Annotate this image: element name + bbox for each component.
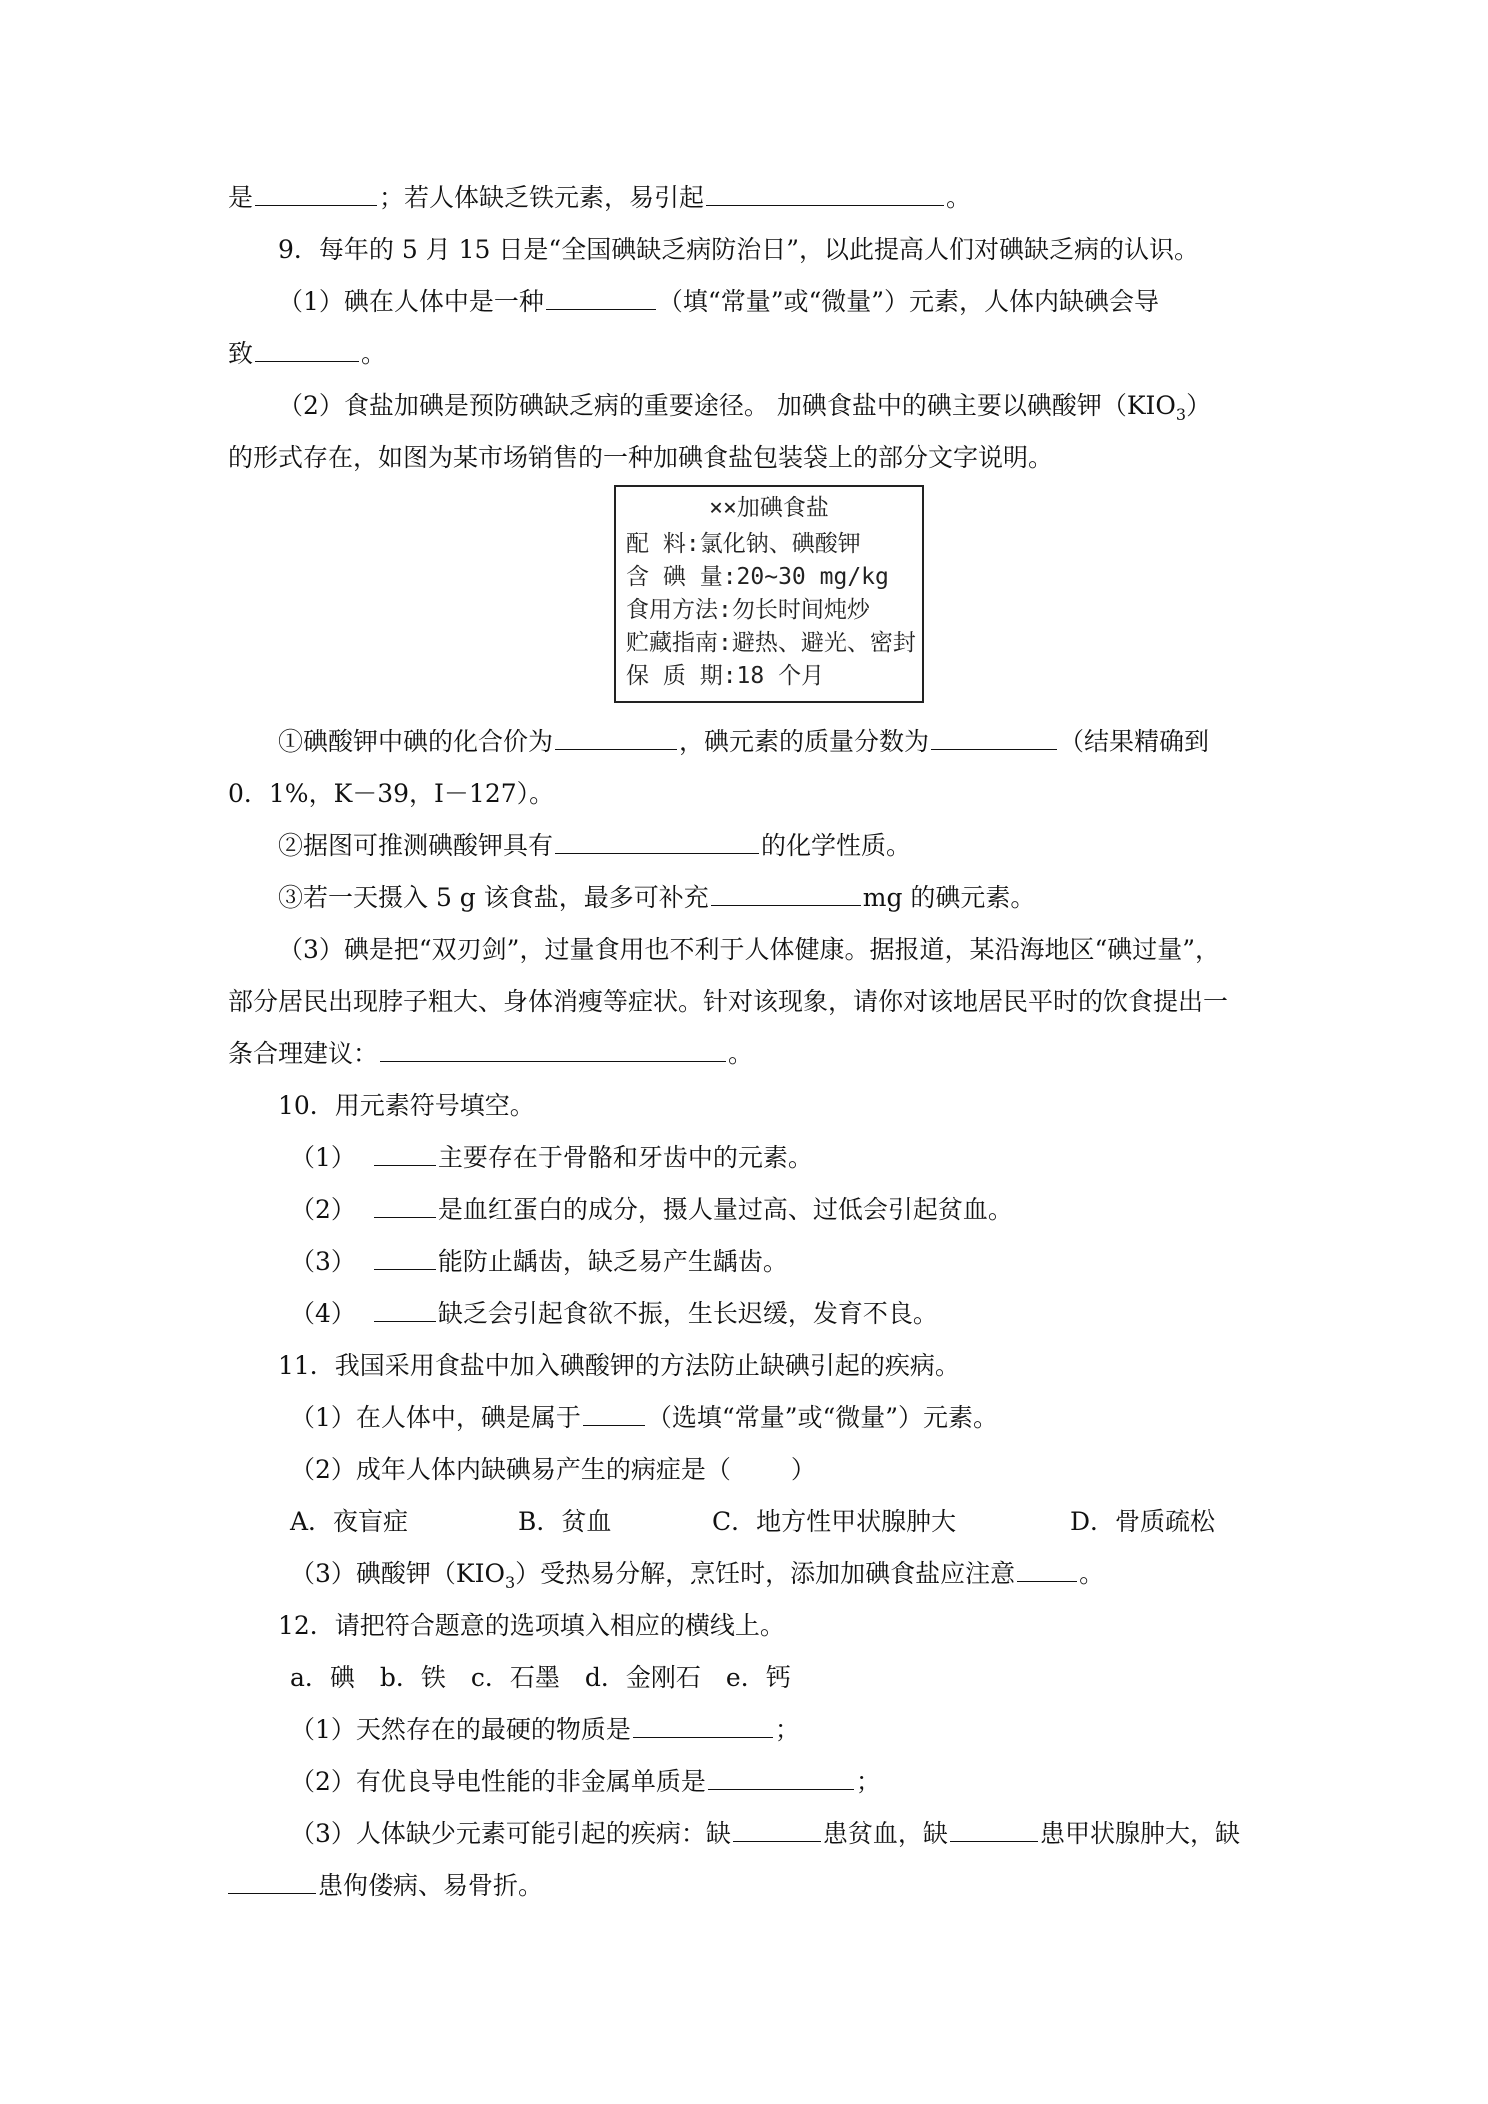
q11-p3-text-a: （3）碘酸钾（KIO <box>290 1559 505 1588</box>
salt-label-row: 配 料:氯化钠、碘酸钾 <box>626 531 861 557</box>
q8-text-c: 。 <box>946 183 972 212</box>
q10-item-num: （4） <box>290 1299 356 1328</box>
q10-item-text: 缺乏会引起食欲不振，生长迟缓，发育不良。 <box>437 1299 938 1328</box>
q10-item-1 <box>290 1140 1330 1176</box>
q9-s2-blank[interactable] <box>555 829 759 854</box>
q10-stem: 10．用元素符号填空。 <box>278 1091 535 1120</box>
q10-blank-3[interactable] <box>374 1245 436 1270</box>
q10-item-text: 是血红蛋白的成分，摄人量过高、过低会引起贫血。 <box>437 1195 1013 1224</box>
q10-item-num: （1） <box>290 1143 356 1172</box>
salt-label-row: 食用方法:勿长时间炖炒 <box>626 597 870 623</box>
q12-p2-blank[interactable] <box>708 1765 854 1790</box>
q12-p3-text-d: 患佝偻病、易骨折。 <box>318 1871 544 1900</box>
q11-part3 <box>290 1556 1330 1592</box>
q12-p3-text-a: （3）人体缺少元素可能引起的疾病：缺 <box>290 1819 731 1848</box>
q12-part2 <box>290 1764 1330 1800</box>
q11-stem: 11．我国采用食盐中加入碘酸钾的方法防止缺碘引起的疾病。 <box>278 1351 960 1380</box>
salt-label-row: 保 质 期:18 个月 <box>626 663 825 689</box>
q10-item-num: （3） <box>290 1247 356 1276</box>
q12-part3-line2 <box>228 1868 1268 1904</box>
q8-blank-2[interactable] <box>706 181 944 206</box>
q11-p3-blank[interactable] <box>1017 1557 1077 1582</box>
q9-part1-line1 <box>278 284 1318 320</box>
q11-p1-blank[interactable] <box>583 1401 645 1426</box>
q12-p2-text-b: ； <box>855 1767 881 1796</box>
q8-blank-1[interactable] <box>255 181 377 206</box>
q9-stem: 9．每年的 5 月 15 日是“全国碘缺乏病防治日”，以此提高人们对碘缺乏病的认识。 <box>278 235 1199 264</box>
q9-sub2-line <box>278 828 1318 864</box>
q9-p3-text-d: 。 <box>728 1039 754 1068</box>
q8-tail-line <box>228 180 1268 216</box>
q9-p1-text-a: （1）碘在人体中是一种 <box>278 287 544 316</box>
q9-sub1-line1 <box>278 724 1318 760</box>
q10-item-text: 能防止龋齿，缺乏易产生龋齿。 <box>437 1247 788 1276</box>
q9-p2-text-b: ） <box>1186 391 1212 420</box>
q9-s3-blank[interactable] <box>711 881 861 906</box>
q12-p1-text-b: ； <box>774 1715 800 1744</box>
q11-p3-subscript: 3 <box>504 1573 516 1592</box>
q11-option-a[interactable]: A．夜盲症 <box>290 1507 409 1536</box>
q9-part3-line3 <box>228 1036 1268 1072</box>
q9-part2-line2: 的形式存在，如图为某市场销售的一种加碘食盐包装袋上的部分文字说明。 <box>228 443 1054 472</box>
q9-p1-text-c: 致 <box>228 339 254 368</box>
q9-p2-text-a: （2）食盐加碘是预防碘缺乏病的重要途径。 加碘食盐中的碘主要以碘酸钾（KIO <box>278 391 1176 420</box>
q9-s2-text-b: 的化学性质。 <box>761 831 912 860</box>
salt-label-box <box>614 485 924 703</box>
q10-item-2 <box>290 1192 1330 1228</box>
q12-p3-blank-3[interactable] <box>228 1869 316 1894</box>
q9-p3-blank[interactable] <box>380 1037 726 1062</box>
q11-option-c[interactable]: C．地方性甲状腺肿大 <box>712 1507 957 1536</box>
q9-part1-line2 <box>228 336 1268 372</box>
q11-part1 <box>290 1400 1330 1436</box>
salt-label-row: 贮藏指南:避热、避光、密封 <box>626 630 916 656</box>
q10-blank-4[interactable] <box>374 1297 436 1322</box>
q9-part3-line2: 部分居民出现脖子粗大、身体消瘦等症状。针对该现象，请你对该地居民平时的饮食提出一 <box>228 987 1229 1016</box>
q10-blank-2[interactable] <box>374 1193 436 1218</box>
q12-p3-blank-2[interactable] <box>950 1817 1038 1842</box>
q9-p1-text-b: （填“常量”或“微量”）元素，人体内缺碘会导 <box>657 287 1160 316</box>
q10-item-num: （2） <box>290 1195 356 1224</box>
q11-p1-text-b: （选填“常量”或“微量”）元素。 <box>646 1403 999 1432</box>
q12-p2-text-a: （2）有优良导电性能的非金属单质是 <box>290 1767 706 1796</box>
q9-s3-text-a: ③若一天摄入 5 g 该食盐，最多可补充 <box>278 883 709 912</box>
q11-options-row <box>290 1504 1330 1540</box>
q9-p3-text-c: 条合理建议： <box>228 1039 379 1068</box>
q9-sub3-line <box>278 880 1318 916</box>
q10-item-3 <box>290 1244 1330 1280</box>
q9-part2-line1 <box>278 388 1318 424</box>
q9-s1-blank-1[interactable] <box>555 725 677 750</box>
q12-part1 <box>290 1712 1330 1748</box>
q10-item-text: 主要存在于骨骼和牙齿中的元素。 <box>437 1143 813 1172</box>
q11-option-b[interactable]: B．贫血 <box>518 1507 612 1536</box>
q9-s2-text-a: ②据图可推测碘酸钾具有 <box>278 831 554 860</box>
q11-p3-text-b: ）受热易分解，烹饪时，添加加碘食盐应注意 <box>515 1559 1016 1588</box>
q11-part2 <box>290 1452 1330 1488</box>
q10-item-4 <box>290 1296 1330 1332</box>
q12-stem: 12．请把符合题意的选项填入相应的横线上。 <box>278 1611 785 1640</box>
q9-p2-subscript: 3 <box>1175 405 1187 424</box>
q12-p3-text-b: 患贫血，缺 <box>822 1819 948 1848</box>
q12-p3-text-c: 患甲状腺肿大，缺 <box>1039 1819 1240 1848</box>
q12-part3-line1 <box>290 1816 1330 1852</box>
q9-s1-blank-2[interactable] <box>931 725 1057 750</box>
q12-p1-text-a: （1）天然存在的最硬的物质是 <box>290 1715 631 1744</box>
q12-p3-blank-1[interactable] <box>733 1817 821 1842</box>
q12-choices: a．碘 b．铁 c．石墨 d．金刚石 e．钙 <box>290 1663 791 1692</box>
q9-part3-line1: （3）碘是把“双刃剑”，过量食用也不利于人体健康。据报道，某沿海地区“碘过量”， <box>278 935 1221 964</box>
q9-s1-text-a: ①碘酸钾中碘的化合价为 <box>278 727 554 756</box>
q9-p1-blank-1[interactable] <box>546 285 656 310</box>
q9-p1-blank-2[interactable] <box>255 337 359 362</box>
q11-option-d[interactable]: D．骨质疏松 <box>1070 1507 1216 1536</box>
salt-label-title: ××加碘食盐 <box>709 495 829 521</box>
q8-text-b: ；若人体缺乏铁元素，易引起 <box>379 183 705 212</box>
q9-s1-text-b: ，碘元素的质量分数为 <box>679 727 930 756</box>
q11-p2-text-a: （2）成年人体内缺碘易产生的病症是（ <box>290 1455 731 1484</box>
q11-p3-text-c: 。 <box>1079 1559 1105 1588</box>
q9-s3-text-b: mg 的碘元素。 <box>862 883 1036 912</box>
q10-blank-1[interactable] <box>374 1141 436 1166</box>
q9-p1-text-d: 。 <box>361 339 387 368</box>
q11-p1-text-a: （1）在人体中，碘是属于 <box>290 1403 581 1432</box>
q12-p1-blank[interactable] <box>633 1713 773 1738</box>
q9-s1-text-c: （结果精确到 <box>1059 727 1210 756</box>
q11-p2-text-b: ） <box>790 1455 816 1484</box>
q8-text-a: 是 <box>228 183 254 212</box>
q9-sub1-line2: 0．1%，K－39，I－127）。 <box>228 779 555 808</box>
salt-label-row: 含 碘 量:20~30 mg/kg <box>626 564 889 590</box>
